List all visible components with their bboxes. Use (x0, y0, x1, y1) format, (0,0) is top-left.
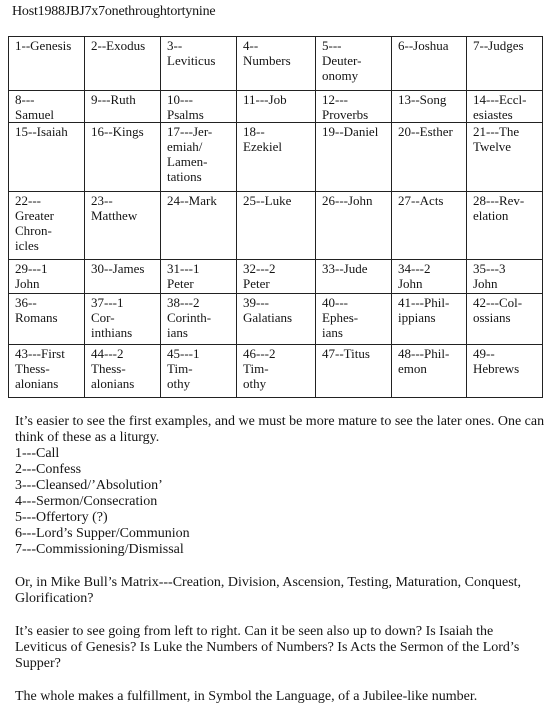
table-cell: 47--Titus (316, 345, 392, 398)
table-row (9, 37, 543, 91)
table-cell: 15--Isaiah (9, 123, 85, 192)
intro-paragraph: It’s easier to see the first examples, and we must be more mature to see the later ones. One can think of these as a liturgy. (15, 414, 545, 445)
list-item: 5---Offertory (?) (15, 510, 108, 525)
table-cell: 39--- Galatians (237, 293, 316, 345)
table-cell: 26---John (316, 192, 392, 260)
list-item: 4---Sermon/Consecration (15, 494, 158, 509)
table-cell: 40--- Ephes- ians (316, 293, 392, 345)
table-row (9, 192, 543, 260)
table-cell: 33--Jude (316, 260, 392, 293)
matrix-paragraph: Or, in Mike Bull’s Matrix---Creation, Division, Ascension, Testing, Maturation, Conquest, Glorification? (15, 575, 522, 606)
table-row (9, 293, 543, 345)
table-cell: 35---3 John (467, 260, 543, 293)
table-cell: 3-- Leviticus (161, 37, 237, 91)
table-cell: 12--- Proverbs (316, 90, 392, 122)
list-item: 1---Call (15, 446, 60, 461)
table-cell: 29---1 John (9, 260, 85, 293)
table-cell: 19--Daniel (316, 123, 392, 192)
list-item: 3---Cleansed/’Absolution’ (15, 478, 163, 493)
table-cell: 8--- Samuel (9, 90, 85, 122)
table-cell: 46---2 Tim- othy (237, 345, 316, 398)
list-item: 2---Confess (15, 462, 82, 477)
document-header: Host1988JBJ7x7onethroughtortynine (12, 4, 216, 19)
table-cell: 48---Phil- emon (392, 345, 467, 398)
table-cell: 23-- Matthew (85, 192, 161, 260)
table-cell: 16--Kings (85, 123, 161, 192)
table-cell: 30--James (85, 260, 161, 293)
table-row (9, 90, 543, 122)
table-cell: 32---2 Peter (237, 260, 316, 293)
list-item: 7---Commissioning/Dismissal (15, 542, 184, 557)
table-cell: 37---1 Cor- inthians (85, 293, 161, 345)
table-cell: 5--- Deuter- onomy (316, 37, 392, 91)
books-matrix-table (8, 36, 543, 398)
table-cell: 41---Phil- ippians (392, 293, 467, 345)
table-cell: 4-- Numbers (237, 37, 316, 91)
table-cell: 34---2 John (392, 260, 467, 293)
body-text (15, 414, 545, 705)
table-cell: 13--Song (392, 90, 467, 122)
table-cell: 42---Col- ossians (467, 293, 543, 345)
table-cell: 18-- Ezekiel (237, 123, 316, 192)
table-cell: 38---2 Corinth- ians (161, 293, 237, 345)
table-cell: 22--- Greater Chron- icles (9, 192, 85, 260)
table-cell: 49-- Hebrews (467, 345, 543, 398)
list-item: 6---Lord’s Supper/Communion (15, 526, 190, 541)
table-cell: 21---The Twelve (467, 123, 543, 192)
liturgy-list (15, 446, 545, 558)
table-cell: 17---Jer- emiah/ Lamen- tations (161, 123, 237, 192)
table-cell: 36-- Romans (9, 293, 85, 345)
table-cell: 9---Ruth (85, 90, 161, 122)
table-cell: 31---1 Peter (161, 260, 237, 293)
table-cell: 2--Exodus (85, 37, 161, 91)
conclusion-paragraph: The whole makes a fulfillment, in Symbol the Language, of a Jubilee-like number. (15, 689, 478, 704)
table-cell: 27--Acts (392, 192, 467, 260)
table-cell: 43---First Thess- alonians (9, 345, 85, 398)
table-cell: 45---1 Tim- othy (161, 345, 237, 398)
table-cell: 14---Eccl- esiastes (467, 90, 543, 122)
table-cell: 11---Job (237, 90, 316, 122)
table-row (9, 123, 543, 192)
table-cell: 44---2 Thess- alonians (85, 345, 161, 398)
table-cell: 24--Mark (161, 192, 237, 260)
table-cell: 1--Genesis (9, 37, 85, 91)
table-row (9, 260, 543, 293)
questions-paragraph: It’s easier to see going from left to right. Can it be seen also up to down? Is Isaiah the Leviticus of Genesis? Is Luke the Numbers of Numbers? Is Acts the Sermon of the Lord’s Supper? (15, 624, 520, 671)
table-cell: 25--Luke (237, 192, 316, 260)
table-cell: 10--- Psalms (161, 90, 237, 122)
table-cell: 20--Esther (392, 123, 467, 192)
table-row (9, 345, 543, 398)
table-cell: 7--Judges (467, 37, 543, 91)
table-cell: 28---Rev- elation (467, 192, 543, 260)
table-cell: 6--Joshua (392, 37, 467, 91)
